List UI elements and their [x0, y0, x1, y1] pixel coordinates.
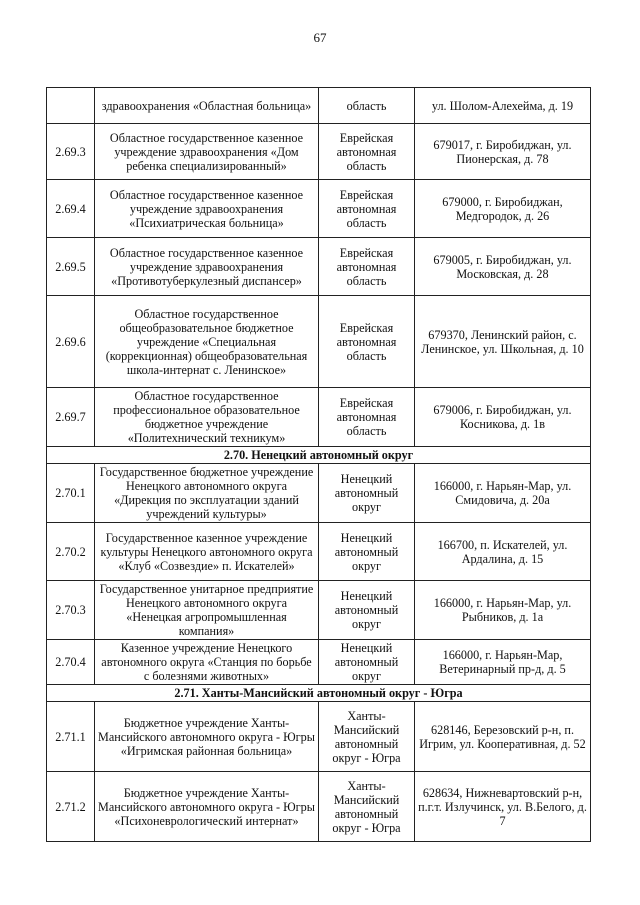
row-number: 2.71.1	[47, 702, 95, 772]
row-number: 2.69.7	[47, 388, 95, 447]
organization-name: Областное государственное казенное учреждение здравоохранения «Дом ребенка специализированный»	[95, 124, 319, 180]
region-name: Ненецкий автономный округ	[319, 523, 415, 581]
organizations-table	[46, 87, 591, 842]
organization-name: Государственное унитарное предприятие Ненецкого автономного округа «Ненецкая агропромышленная компания»	[95, 581, 319, 640]
table-row	[47, 464, 591, 523]
section-header-row	[47, 447, 591, 464]
region-name: Ханты-Мансийский автономный округ - Югра	[319, 772, 415, 842]
address: 679017, г. Биробиджан, ул. Пионерская, д. 78	[415, 124, 591, 180]
row-number: 2.69.6	[47, 296, 95, 388]
row-number: 2.70.3	[47, 581, 95, 640]
address: 166000, г. Нарьян-Мар, Ветеринарный пр-д, д. 5	[415, 640, 591, 685]
region-name: Ненецкий автономный округ	[319, 581, 415, 640]
row-number: 2.69.4	[47, 180, 95, 238]
table-row	[47, 180, 591, 238]
table-row	[47, 124, 591, 180]
organization-name: Бюджетное учреждение Ханты-Мансийского автономного округа - Югры «Психоневрологический интернат»	[95, 772, 319, 842]
address: 679370, Ленинский район, с. Ленинское, ул. Школьная, д. 10	[415, 296, 591, 388]
row-number: 2.70.1	[47, 464, 95, 523]
address: 679006, г. Биробиджан, ул. Косникова, д. 1в	[415, 388, 591, 447]
address: 166000, г. Нарьян-Мар, ул. Рыбников, д. 1а	[415, 581, 591, 640]
table-row	[47, 388, 591, 447]
row-number: 2.70.2	[47, 523, 95, 581]
region-name: Еврейская автономная область	[319, 296, 415, 388]
region-name: Еврейская автономная область	[319, 238, 415, 296]
address: 679005, г. Биробиджан, ул. Московская, д. 28	[415, 238, 591, 296]
row-number: 2.71.2	[47, 772, 95, 842]
region-name: Еврейская автономная область	[319, 180, 415, 238]
region-name: Еврейская автономная область	[319, 124, 415, 180]
address: 628146, Березовский р-н, п. Игрим, ул. Кооперативная, д. 52	[415, 702, 591, 772]
table-row	[47, 523, 591, 581]
section-header-row	[47, 685, 591, 702]
organization-name: Областное государственное профессиональное образовательное бюджетное учреждение «Политехнический техникум»	[95, 388, 319, 447]
region-name: Ненецкий автономный округ	[319, 464, 415, 523]
region-name: область	[319, 88, 415, 124]
organization-name: Областное государственное общеобразовательное бюджетное учреждение «Специальная (коррекционная) общеобразовательная школа-интернат с. Ленинское»	[95, 296, 319, 388]
organization-name: Государственное казенное учреждение культуры Ненецкого автономного округа «Клуб «Созвездие» п. Искателей»	[95, 523, 319, 581]
table-row	[47, 702, 591, 772]
table-row	[47, 772, 591, 842]
organization-name: Областное государственное казенное учреждение здравоохранения «Противотуберкулезный диспансер»	[95, 238, 319, 296]
organization-name: здравоохранения «Областная больница»	[95, 88, 319, 124]
row-number: 2.70.4	[47, 640, 95, 685]
address: 628634, Нижневартовский р-н, п.г.т. Излучинск, ул. В.Белого, д. 7	[415, 772, 591, 842]
table-row	[47, 238, 591, 296]
organization-name: Казенное учреждение Ненецкого автономного округа «Станция по борьбе с болезнями животных»	[95, 640, 319, 685]
region-name: Ненецкий автономный округ	[319, 640, 415, 685]
section-title: 2.71. Ханты-Мансийский автономный округ - Югра	[47, 685, 591, 702]
row-number: 2.69.5	[47, 238, 95, 296]
region-name: Еврейская автономная область	[319, 388, 415, 447]
organization-name: Бюджетное учреждение Ханты-Мансийского автономного округа - Югры «Игримская районная больница»	[95, 702, 319, 772]
row-number: 2.69.3	[47, 124, 95, 180]
table-row	[47, 640, 591, 685]
address: ул. Шолом-Алехейма, д. 19	[415, 88, 591, 124]
row-number	[47, 88, 95, 124]
table-row	[47, 581, 591, 640]
address: 679000, г. Биробиджан, Медгородок, д. 26	[415, 180, 591, 238]
address: 166700, п. Искателей, ул. Ардалина, д. 15	[415, 523, 591, 581]
page-number: 67	[313, 30, 327, 45]
organization-name: Государственное бюджетное учреждение Ненецкого автономного округа «Дирекция по эксплуатации зданий учреждений культуры»	[95, 464, 319, 523]
section-title: 2.70. Ненецкий автономный округ	[47, 447, 591, 464]
organization-name: Областное государственное казенное учреждение здравоохранения «Психиатрическая больница»	[95, 180, 319, 238]
region-name: Ханты-Мансийский автономный округ - Югра	[319, 702, 415, 772]
address: 166000, г. Нарьян-Мар, ул. Смидовича, д. 20а	[415, 464, 591, 523]
table-row	[47, 296, 591, 388]
table-row	[47, 88, 591, 124]
